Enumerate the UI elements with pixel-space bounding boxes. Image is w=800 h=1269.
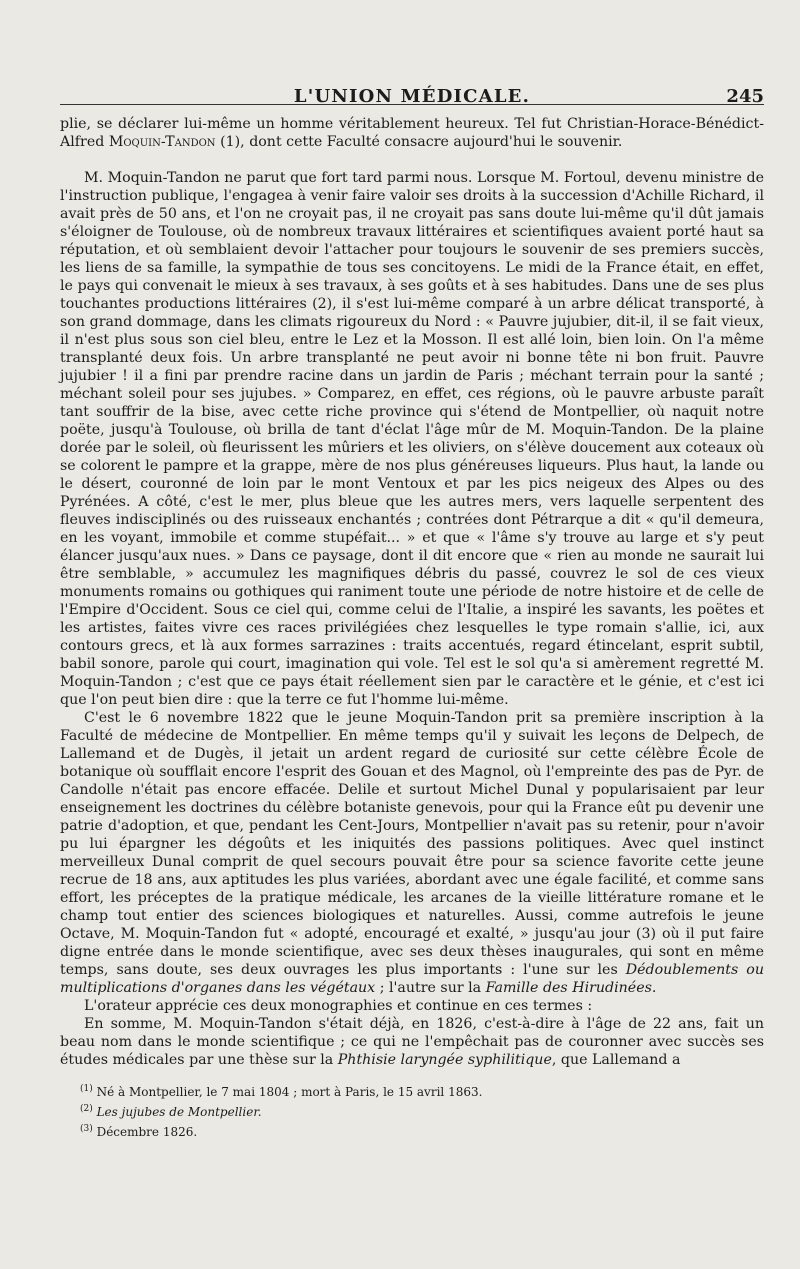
footnote-3 (60, 1121, 764, 1141)
page-number: 245 (726, 86, 764, 107)
paragraph-3-end: . (651, 980, 657, 996)
footnotes (60, 1081, 764, 1141)
author-name-smallcaps: Moquin-Tandon (108, 134, 216, 150)
footnote-2 (60, 1101, 764, 1121)
paragraph-4: L'orateur apprécie ces deux monographies et continue en ces termes : (84, 998, 593, 1014)
paragraph-3-mid: ; l'autre sur la (375, 980, 486, 996)
footnote-2-mark: (2) (80, 1104, 93, 1114)
paragraph-3 (60, 709, 764, 997)
paragraph-2: M. Moquin-Tandon ne parut que fort tard parmi nous. Lorsque M. Fortoul, devenu ministre de l'instruction publique, l'engagea à venir faire valoir ses droits à la succession d'Achille Richard, il avait près de 50 ans, et l'on ne croyait pas, il ne croyait pas sans doute lui-même qu'il dût jamais s'éloigner de Toulouse, où de nombreux travaux littéraires et scientifiques avaient porté haut sa réputation, et où semblaient devoir l'attacher pour toujours le souvenir de ses premiers succès, les liens de sa famille, la sympathie de tous ses concitoyens. Le midi de la France était, en effet, le pays qui convenait le mieux à ses travaux, à ses goûts et à ses habitudes. Dans une de ses plus touchantes productions littéraires (2), il s'est lui-même comparé à un arbre délicat transporté, à son grand dommage, dans les climats rigoureux du Nord : « Pauvre jujubier, dit-il, il se fait vieux, il n'est plus sous son ciel bleu, entre le Lez et la Mosson. Il est allé loin, bien loin. On l'a même transplanté deux fois. Un arbre transplanté ne peut avoir ni bonne tête ni bon fruit. Pauvre jujubier ! il a fini par prendre racine dans un jardin de Paris ; méchant terrain pour la santé ; méchant soleil pour ses jujubes. » Comparez, en effet, ces régions, où le pauvre arbuste paraît tant souffrir de la bise, avec cette riche province qui s'étend de Montpellier, où naquit notre poëte, jusqu'à Toulouse, où brilla de tant d'éclat l'âge mûr de M. Moquin-Tandon. De la plaine dorée par le soleil, où fleurissent les mûriers et les oliviers, on s'élève doucement aux coteaux où se colorent le pampre et la grappe, mère de nos plus généreuses liqueurs. Plus haut, la lande ou le désert, couronné de loin par le mont Ventoux et par les pics neigeux des Alpes ou des Pyrénées. A côté, c'est le mer, plus bleue que les autres mers, vers laquelle serpentent des fleuves indisciplinés ou des ruisseaux enchantés ; contrées dont Pétrarque a dit « qu'il demeura, en les voyant, immobile et comme stupéfait... » et que « l'âme s'y trouve au large et s'y peut élancer jusqu'aux nues. » Dans ce paysage, dont il dit encore que « rien au monde ne saurait lui être semblable, » accumulez les magnifiques débris du passé, couvrez le sol de ces vieux monuments romains ou gothiques qui raniment toute une période de notre histoire et de celle de l'Empire d'Occident. Sous ce ciel qui, comme celui de l'Italie, a inspiré les savants, les poëtes et les artistes, faites vivre ces races privilégiées chez lesquelles le type romain s'allie, ici, aux contours grecs, et là aux formes sarrazines : traits accentués, regard étincelant, esprit subtil, babil sonore, parole qui court, imagination qui vole. Tel est le sol qu'a si amèrement regretté M. Moquin-Tandon ; c'est que ce pays était réellement sien par le caractère et le génie, et c'est ici que l'on peut bien dire : que la terre ce fut l'homme lui-même. (60, 170, 764, 708)
running-header (60, 58, 764, 105)
thesis-title-1: Dédoublements ou multiplications d'organes dans les végétaux (60, 962, 764, 996)
paragraph-5-text: En somme, M. Moquin-Tandon s'était déjà, en 1826, c'est-à-dire à l'âge de 22 ans, fait un beau nom dans le monde scientifique ; ce qui ne l'empêchait pas de couronner avec succès ses études médicales par une thèse sur la (60, 1016, 764, 1068)
paragraph-1-text-b: (1), dont cette Faculté consacre aujourd'hui le souvenir. (215, 134, 623, 150)
article-body (60, 115, 764, 1069)
paragraph-5-end: , que Lallemand a (551, 1052, 681, 1068)
journal-title: L'UNION MÉDICALE. (293, 86, 531, 107)
footnote-1 (60, 1081, 764, 1101)
footnote-2-text: Les jujubes de Montpellier. (96, 1105, 262, 1119)
thesis-title-3: Phthisie laryngée syphilitique (337, 1052, 552, 1068)
paragraph-3-text: C'est le 6 novembre 1822 que le jeune Moquin-Tandon prit sa première inscription à la Faculté de médecine de Montpellier. En même temps qu'il y suivait les leçons de Delpech, de Lallemand et de Dugès, il jetait un ardent regard de curiosité sur cette célèbre École de botanique où soufflait encore l'esprit des Gouan et des Magnol, où l'empreinte des pas de Pyr. de Candolle n'était pas encore effacée. Delile et surtout Michel Dunal y popularisaient par leur enseignement les doctrines du célèbre botaniste genevois, pour qui la France eût pu devenir une patrie d'adoption, et que, pendant les Cent-Jours, Montpellier n'avait pas su retenir, pour n'avoir pu lui épargner les dégoûts et les iniquités des passions politiques. Avec quel instinct merveilleux Dunal comprit de quel secours pouvait être pour sa science favorite cette jeune recrue de 18 ans, aux aptitudes les plus variées, abordant avec une égale facilité, et comme sans effort, les préceptes de la pratique médicale, les arcanes de la vieille littérature romane et le champ tout entier des sciences biologiques et naturelles. Aussi, comme autrefois le jeune Octave, M. Moquin-Tandon fut « adopté, encouragé et exalté, » jusqu'au jour (3) où il put faire digne entrée dans le monde scientifique, avec ses deux thèses inaugurales, qui sont en même temps, sans doute, ses deux ouvrages les plus importants : l'une sur les (60, 710, 764, 978)
footnote-1-mark: (1) (80, 1084, 93, 1094)
paragraph-5 (60, 1015, 764, 1069)
paragraph-1 (60, 115, 764, 151)
footnote-1-text: Né à Montpellier, le 7 mai 1804 ; mort à Paris, le 15 avril 1863. (96, 1085, 483, 1099)
paragraph-1-text-a: plie, se déclarer lui-même un homme véritablement heureux. Tel fut Christian-Horace-Bénédict-Alfred (60, 116, 764, 150)
footnote-3-mark: (3) (80, 1124, 93, 1134)
footnote-3-text: Décembre 1826. (96, 1125, 198, 1139)
thesis-title-2: Famille des Hirudinées (485, 980, 652, 996)
